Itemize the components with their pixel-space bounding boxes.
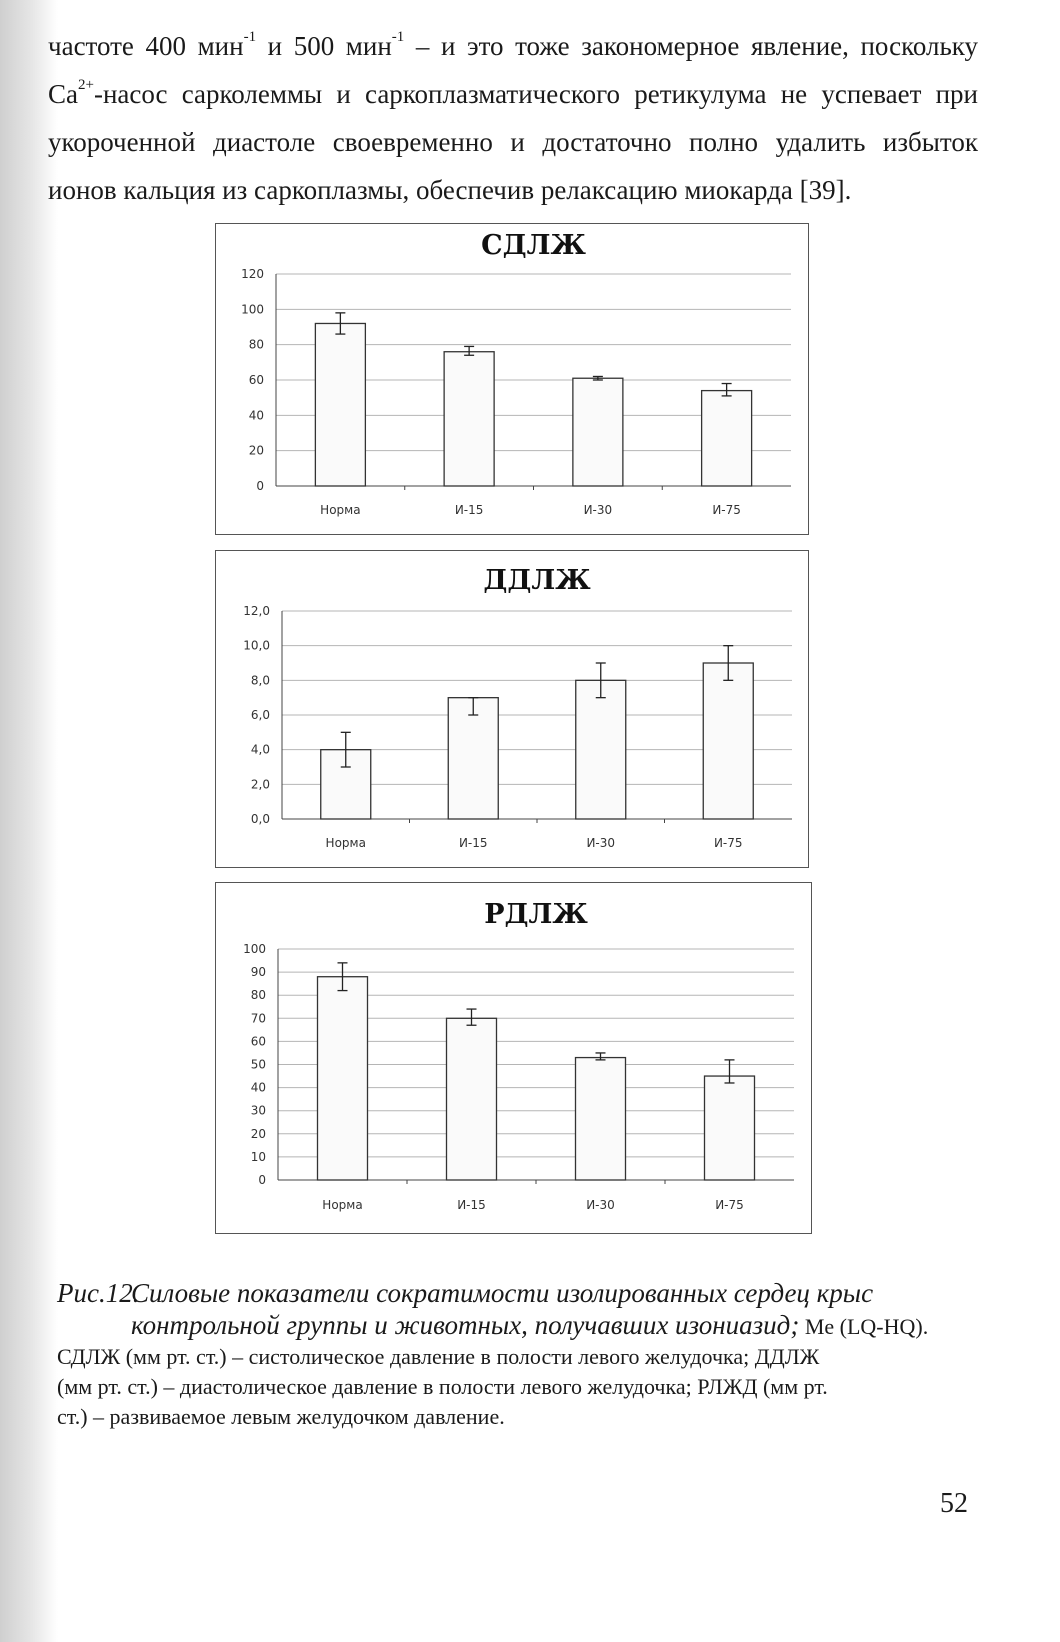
scan-edge-shadow xyxy=(0,0,58,1642)
x-tick-label: И-15 xyxy=(457,1198,486,1212)
y-tick-label: 20 xyxy=(250,1126,266,1141)
x-tick-label: И-30 xyxy=(586,836,616,850)
x-tick-label: И-15 xyxy=(458,836,488,850)
y-tick-label: 100 xyxy=(241,302,264,317)
caption-row-5: ст.) – развиваемое левым желудочком давление. xyxy=(57,1404,505,1429)
caption-row-4: (мм рт. ст.) – диастолическое давление в полости левого желудочка; РЛЖД (мм рт. xyxy=(57,1374,828,1399)
caption-italic-2: контрольной группы и животных, получавших изониазид; xyxy=(131,1310,800,1340)
caption-italic-1: Силовые показатели сократимости изолированных сердец крыс xyxy=(131,1278,874,1308)
chart-sdlzh-svg xyxy=(216,224,808,534)
y-tick-label: 120 xyxy=(241,267,264,281)
bar-И-30 xyxy=(576,1058,626,1180)
y-tick-label: 30 xyxy=(250,1103,266,1118)
line2-sup: 2+ xyxy=(78,77,94,93)
line1-sup-2: -1 xyxy=(391,29,405,45)
chart-rdlzh-svg xyxy=(216,883,811,1233)
y-tick-label: 80 xyxy=(250,988,266,1003)
chart-title: РДЛЖ xyxy=(484,899,588,930)
bar-И-30 xyxy=(573,378,623,486)
y-tick-label: 10,0 xyxy=(243,638,270,653)
x-tick-label: Норма xyxy=(325,836,366,850)
y-tick-label: 100 xyxy=(243,942,266,956)
y-tick-label: 12,0 xyxy=(243,604,270,618)
x-tick-label: Норма xyxy=(322,1198,363,1212)
y-tick-label: 4,0 xyxy=(250,742,270,757)
chart-sdlzh xyxy=(215,223,809,535)
body-paragraph xyxy=(48,22,978,214)
line1-sup-1: -1 xyxy=(243,29,257,45)
y-tick-label: 0 xyxy=(258,1173,266,1187)
chart-ddlzh xyxy=(215,550,809,868)
y-tick-label: 50 xyxy=(250,1057,266,1072)
y-tick-label: 0,0 xyxy=(250,812,270,826)
y-tick-label: 60 xyxy=(250,1034,266,1049)
y-tick-label: 2,0 xyxy=(250,777,270,792)
caption-row-2 xyxy=(57,1310,967,1342)
chart-rdlzh xyxy=(215,882,812,1234)
figure-caption xyxy=(57,1278,967,1432)
line1-part-a: частоте 400 мин xyxy=(48,31,244,61)
bar-И-75 xyxy=(705,1076,755,1180)
x-tick-label: И-75 xyxy=(712,503,741,517)
x-tick-label: И-30 xyxy=(583,503,613,517)
x-tick-label: И-15 xyxy=(454,503,484,517)
y-tick-label: 90 xyxy=(250,965,266,980)
line2-part-b: -насос сарколеммы и саркоплазматического ретикулума не успевает при xyxy=(93,79,978,109)
bar-И-30 xyxy=(576,680,626,819)
paragraph-line-4: ионов кальция из саркоплазмы, обеспечив релаксацию миокарда [39]. xyxy=(48,175,852,205)
paragraph-line-3: укороченной диастоле своевременно и достаточно полно удалить избыток xyxy=(48,127,978,157)
chart-ddlzh-svg xyxy=(216,551,808,867)
y-tick-label: 80 xyxy=(248,337,264,352)
caption-row-3: СДЛЖ (мм рт. ст.) – систолическое давление в полости левого желудочка; ДДЛЖ xyxy=(57,1344,820,1369)
line2-part-a: Ca xyxy=(48,79,78,109)
x-tick-label: Норма xyxy=(320,503,361,517)
y-tick-label: 40 xyxy=(250,1080,266,1095)
paragraph-line-2 xyxy=(48,70,978,118)
y-tick-label: 70 xyxy=(250,1011,266,1026)
line1-part-c: – и это тоже закономерное явление, поскольку xyxy=(404,31,979,61)
y-tick-label: 6,0 xyxy=(250,708,270,722)
y-tick-label: 0 xyxy=(256,479,264,493)
y-tick-label: 60 xyxy=(248,373,264,387)
x-tick-label: И-30 xyxy=(586,1198,615,1212)
line1-part-b: и 500 мин xyxy=(256,31,392,61)
caption-tail: Me (LQ-HQ). xyxy=(799,1314,929,1339)
caption-label: Рис.12. xyxy=(57,1278,140,1308)
x-tick-label: И-75 xyxy=(713,836,743,850)
y-tick-label: 8,0 xyxy=(250,673,270,688)
bar-И-75 xyxy=(702,391,752,486)
chart-title: ДДЛЖ xyxy=(483,565,591,596)
y-tick-label: 40 xyxy=(248,408,264,423)
chart-title: СДЛЖ xyxy=(481,230,586,261)
x-tick-label: И-75 xyxy=(715,1198,744,1212)
bar-И-15 xyxy=(447,1018,497,1180)
paragraph-line-1 xyxy=(48,22,978,70)
caption-row-1 xyxy=(57,1278,967,1310)
bar-И-15 xyxy=(444,352,494,486)
bar-Норма xyxy=(315,323,365,486)
y-tick-label: 10 xyxy=(250,1149,266,1164)
bar-Норма xyxy=(318,977,368,1180)
bar-И-15 xyxy=(448,698,498,819)
page-number: 52 xyxy=(940,1488,968,1519)
bar-И-75 xyxy=(703,663,753,819)
y-tick-label: 20 xyxy=(248,443,264,458)
